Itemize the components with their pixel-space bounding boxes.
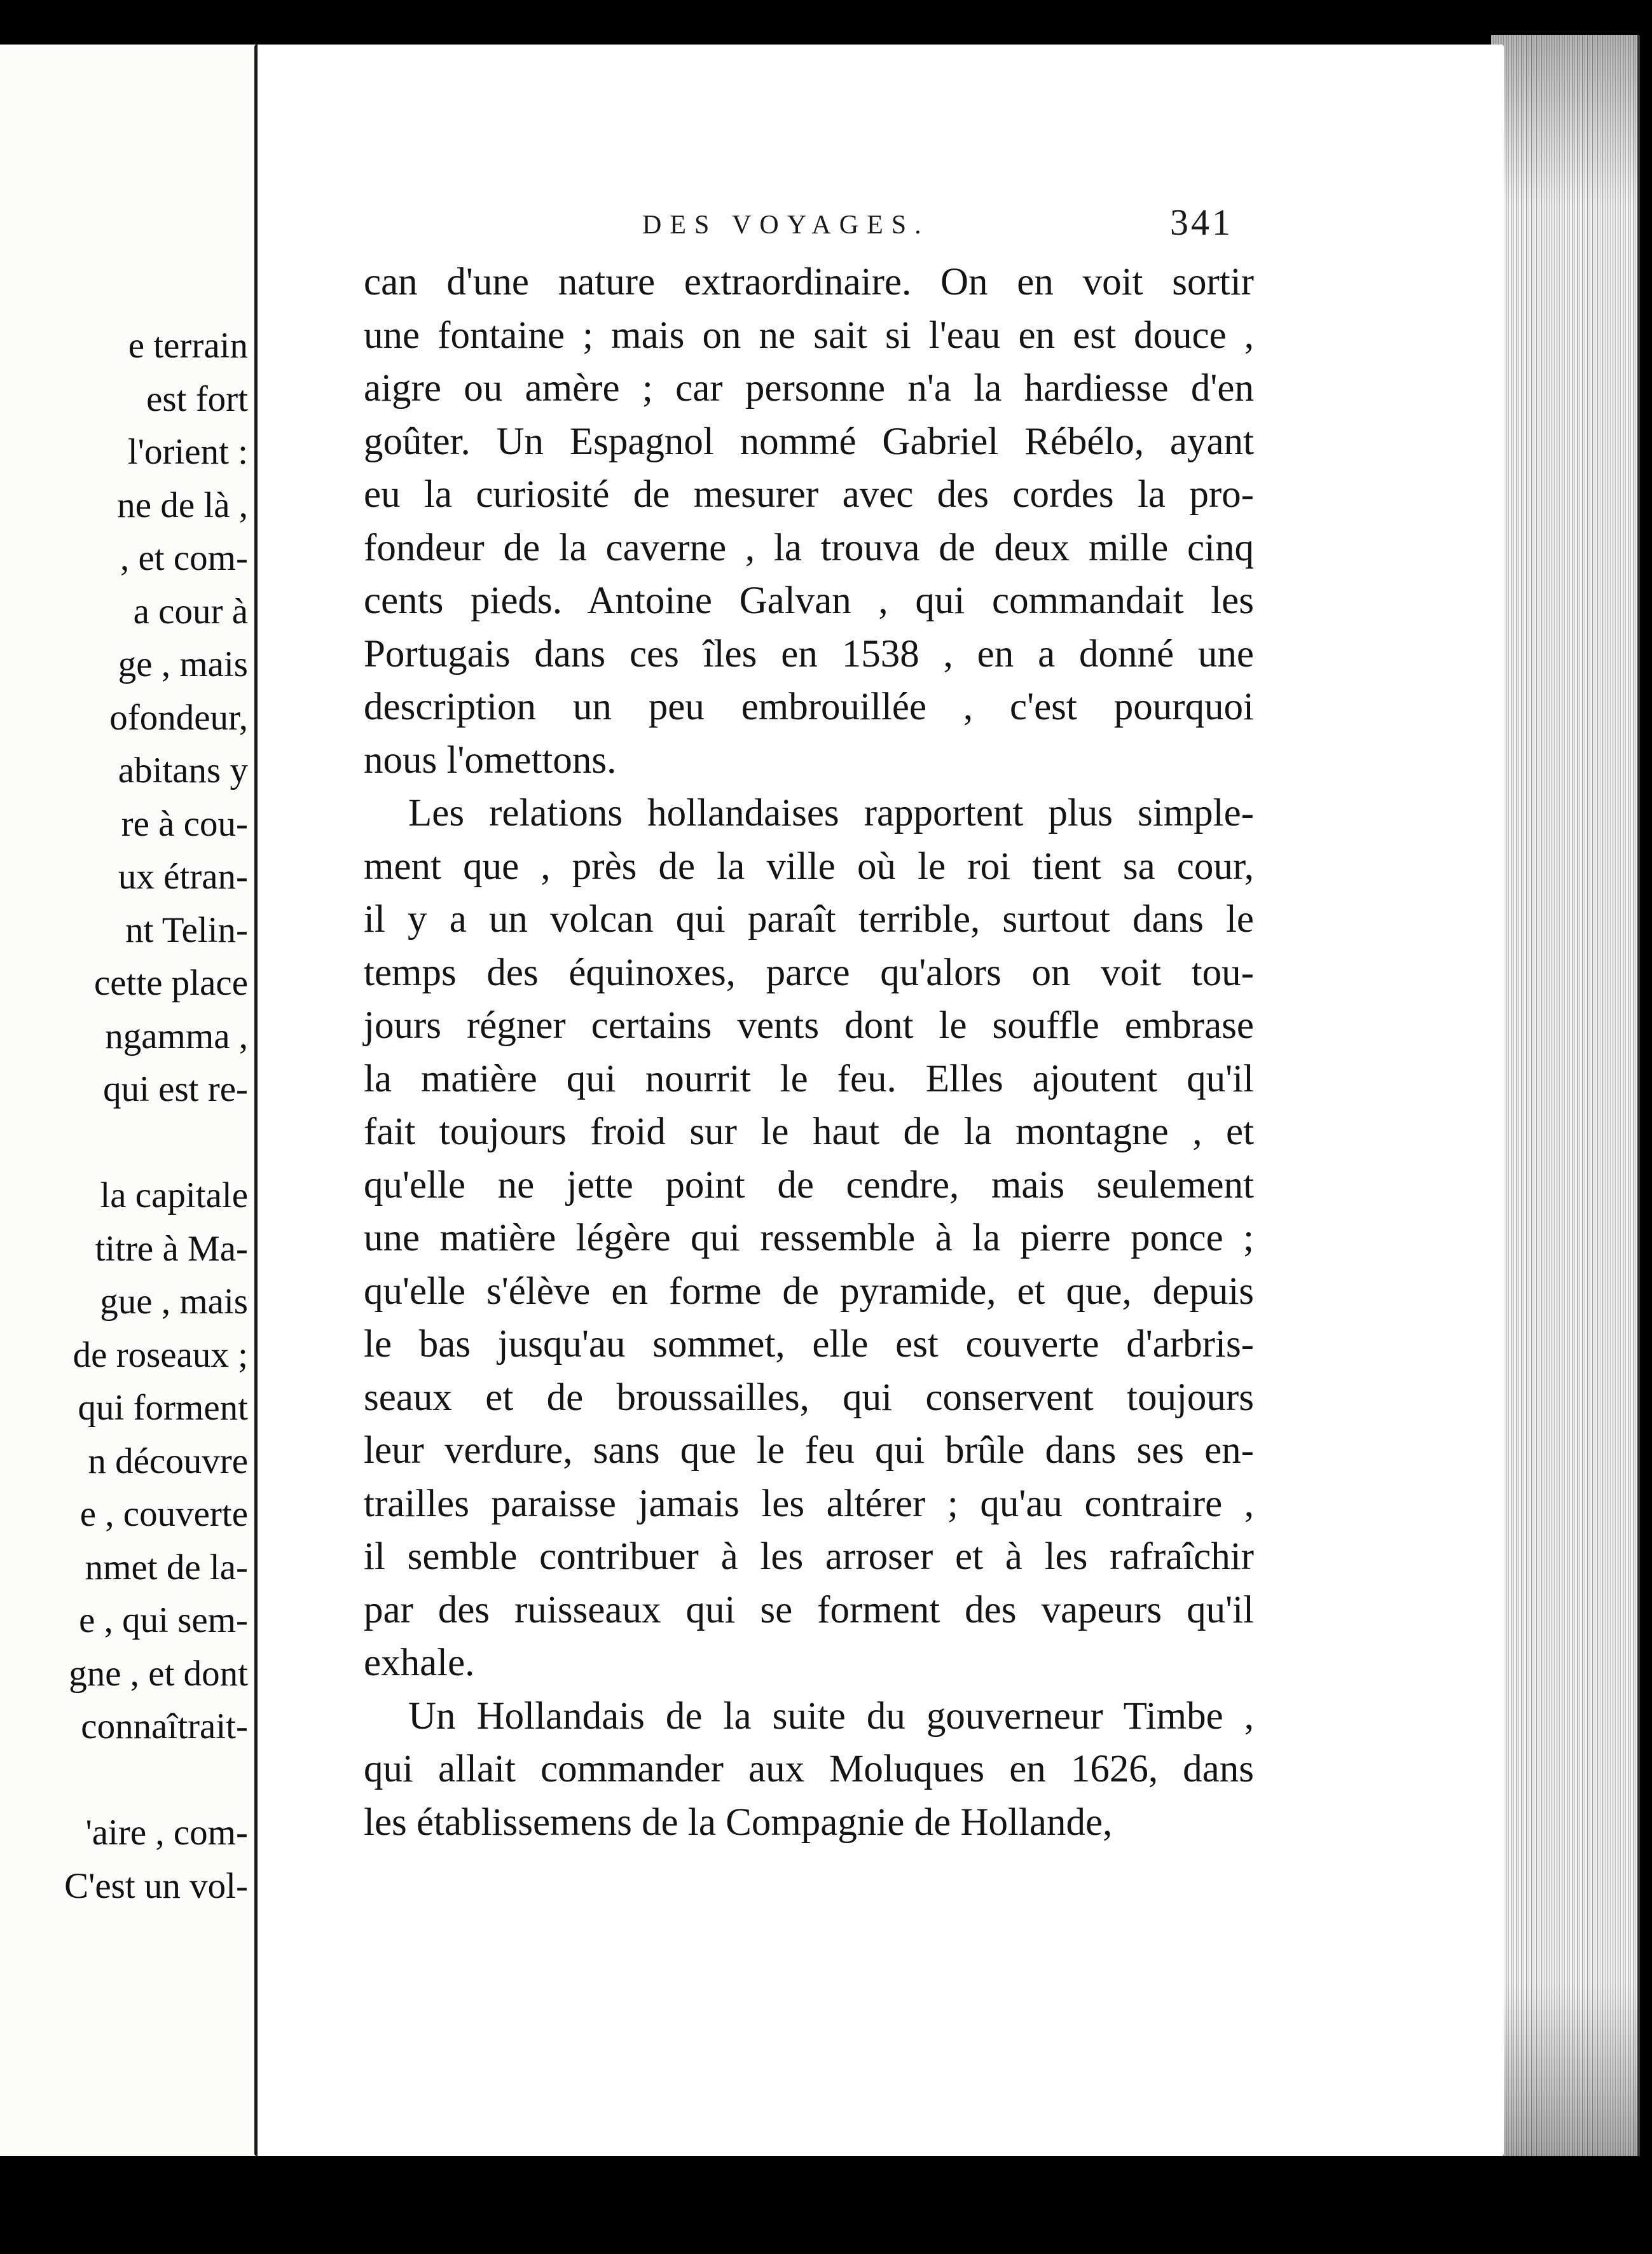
text-line: Portugais dans ces îles en 1538 , en a donné une [364, 632, 1254, 675]
facing-page-line: e , qui sem- [79, 1600, 248, 1640]
facing-page-line: qui forment [78, 1388, 248, 1428]
text-line: qui allait commander aux Moluques en 1626, dans [364, 1748, 1254, 1790]
facing-page-line: n découvre [88, 1441, 248, 1481]
text-line: qu'elle ne jette point de cendre, mais seulement [364, 1163, 1254, 1207]
facing-page-line: abitans y [118, 750, 248, 791]
facing-page-line: nt Telin- [125, 909, 248, 950]
book-page-edges [1491, 35, 1640, 2156]
text-line: les établissemens de la Compagnie de Hollande, [364, 1801, 1113, 1844]
text-line: temps des équinoxes, parce qu'alors on voit tou- [364, 951, 1254, 994]
text-line: exhale. [364, 1642, 475, 1684]
facing-page-text [64, 319, 248, 1912]
facing-page-line: titre à Ma- [95, 1228, 248, 1269]
text-line: une matière légère qui ressemble à la pierre ponce ; [364, 1217, 1254, 1259]
facing-page-line: ngamma , [105, 1016, 248, 1056]
facing-page-line: est fort [146, 378, 248, 419]
text-line: fondeur de la caverne , la trouva de deux mille cinq [364, 526, 1254, 569]
facing-page-line: qui est re- [103, 1069, 248, 1109]
facing-page-line: , et com- [120, 538, 248, 578]
facing-page-line: 'aire , com- [85, 1813, 248, 1853]
text-line: la matière qui nourrit le feu. Elles ajoutent qu'il [364, 1057, 1254, 1100]
text-line: seaux et de broussailles, qui conservent toujours [364, 1376, 1254, 1419]
facing-page-line: de roseaux ; [72, 1334, 248, 1375]
text-line: trailles paraisse jamais les altérer ; qu'au contraire , [364, 1482, 1254, 1525]
text-line: leur verdure, sans que le feu qui brûle dans ses en- [364, 1429, 1254, 1472]
text-line: il y a un volcan qui paraît terrible, surtout dans le [364, 898, 1254, 941]
facing-page-line: C'est un vol- [64, 1865, 248, 1906]
text-line: le bas jusqu'au sommet, elle est couverte d'arbris- [364, 1323, 1254, 1366]
text-line: fait toujours froid sur le haut de la montagne , et [364, 1110, 1254, 1153]
text-line: il semble contribuer à les arroser et à les rafraîchir [364, 1535, 1254, 1578]
body-text [364, 256, 1254, 1849]
facing-page-line: gue , mais [100, 1282, 248, 1322]
text-line: jours régner certains vents dont le souffle embrase [364, 1004, 1254, 1047]
facing-page-line: connaîtrait- [81, 1706, 248, 1746]
facing-page-line: e terrain [128, 326, 248, 366]
running-head: DES VOYAGES. [642, 211, 930, 240]
page-number: 341 [1170, 202, 1233, 243]
facing-page-line: a cour à [133, 591, 248, 632]
text-line: cents pieds. Antoine Galvan , qui commandait les [364, 579, 1254, 622]
facing-page-line: ofondeur, [109, 697, 248, 738]
facing-page-line: l'orient : [127, 432, 248, 472]
text-line: une fontaine ; mais on ne sait si l'eau en est douce , [364, 314, 1254, 357]
text-line: Un Hollandais de la suite du gouverneur Timbe , [408, 1694, 1254, 1738]
facing-page-line: ge , mais [118, 644, 248, 684]
text-line: goûter. Un Espagnol nommé Gabriel Rébélo, ayant [364, 420, 1254, 463]
facing-page-left [0, 45, 271, 2156]
text-line: eu la curiosité de mesurer avec des cordes la pro- [364, 473, 1254, 516]
paragraph [364, 256, 1254, 787]
text-line: par des ruisseaux qui se forment des vapeurs qu'il [364, 1588, 1254, 1631]
facing-page-line [64, 1753, 248, 1807]
text-line: description un peu embrouillée , c'est pourquoi [364, 686, 1254, 728]
facing-page-line: ux étran- [118, 857, 248, 897]
text-line: ment que , près de la ville où le roi tient sa cour, [364, 845, 1254, 888]
text-line: aigre ou amère ; car personne n'a la hardiesse d'en [364, 367, 1254, 410]
text-line: can d'une nature extraordinaire. On en voit sortir [364, 261, 1254, 303]
text-line: nous l'omettons. [364, 738, 617, 782]
facing-page-line: ne de là , [117, 485, 248, 525]
paragraph [364, 1690, 1254, 1850]
facing-page-line: la capitale [100, 1175, 248, 1215]
text-line: qu'elle s'élève en forme de pyramide, et que, depuis [364, 1269, 1254, 1313]
facing-page-line: gne , et dont [69, 1653, 248, 1694]
facing-page-line: e , couverte [79, 1494, 248, 1534]
text-line: Les relations hollandaises rapportent plus simple- [408, 792, 1254, 834]
facing-page-line [64, 1116, 248, 1170]
paragraph [364, 787, 1254, 1690]
facing-page-line: re à cou- [121, 803, 248, 844]
facing-page-line: cette place [93, 963, 248, 1003]
facing-page-line: nmet de la- [85, 1547, 248, 1587]
